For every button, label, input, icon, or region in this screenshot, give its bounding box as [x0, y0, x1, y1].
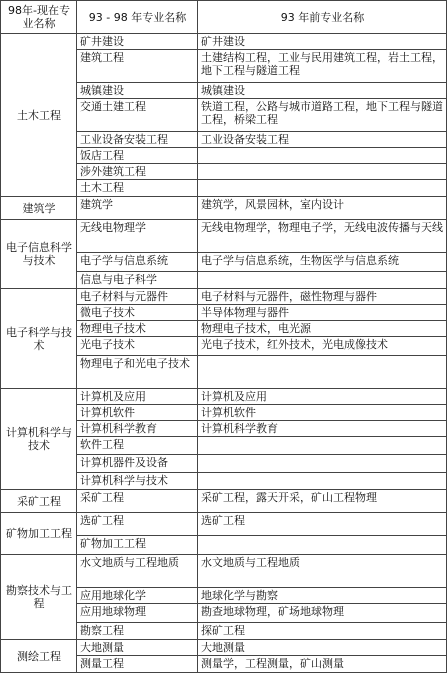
table-row	[1, 197, 447, 220]
major-93-98-cell: 工业设备安装工程	[77, 132, 198, 148]
table-body	[1, 34, 447, 673]
major-93-98-cell: 大地测量	[77, 640, 198, 656]
table-row	[1, 389, 447, 405]
major-pre-93-cell	[198, 473, 447, 490]
major-pre-93-cell	[198, 148, 447, 164]
major-93-98-cell: 建筑工程	[77, 50, 198, 83]
major-93-98-cell: 应用地球化学	[77, 588, 198, 604]
major-pre-93-cell: 探矿工程	[198, 623, 447, 640]
major-pre-93-cell: 电子材料与元器件，磁性物理与器件	[198, 289, 447, 305]
major-93-98-cell: 应用地球物理	[77, 604, 198, 623]
major-93-98-cell: 电子学与信息系统	[77, 253, 198, 272]
table-row	[1, 640, 447, 656]
current-major-cell: 矿物加工工程	[1, 513, 77, 555]
major-pre-93-cell: 半导体物理与器件	[198, 305, 447, 321]
major-93-98-cell: 信息与电子科学	[77, 272, 198, 289]
major-pre-93-cell: 电子学与信息系统，生物医学与信息系统	[198, 253, 447, 272]
current-major-cell: 测绘工程	[1, 640, 77, 673]
major-pre-93-cell: 无线电物理学，物理电子学，无线电波传播与天线	[198, 220, 447, 253]
table-row	[1, 220, 447, 253]
major-pre-93-cell: 物理电子技术，电光源	[198, 321, 447, 337]
major-93-98-cell: 光电子技术	[77, 337, 198, 356]
major-93-98-cell: 测量工程	[77, 656, 198, 673]
major-pre-93-cell: 勘查地球物理，矿场地球物理	[198, 604, 447, 623]
major-93-98-cell: 软件工程	[77, 437, 198, 455]
current-major-cell: 勘察技术与工程	[1, 555, 77, 640]
major-pre-93-cell	[198, 356, 447, 389]
major-93-98-cell: 建筑学	[77, 197, 198, 220]
major-pre-93-cell: 建筑学，风景园林，室内设计	[198, 197, 447, 220]
table-row	[1, 555, 447, 588]
major-pre-93-cell	[198, 164, 447, 180]
current-major-cell: 计算机科学与技术	[1, 389, 77, 490]
major-pre-93-cell: 水文地质与工程地质	[198, 555, 447, 588]
major-93-98-cell: 城镇建设	[77, 83, 198, 99]
major-pre-93-cell	[198, 455, 447, 473]
major-93-98-cell: 计算机及应用	[77, 389, 198, 405]
major-93-98-cell: 计算机科学与技术	[77, 473, 198, 490]
major-93-98-cell: 无线电物理学	[77, 220, 198, 253]
header-row	[1, 1, 447, 34]
major-93-98-cell: 矿物加工工程	[77, 536, 198, 555]
current-major-cell: 土木工程	[1, 34, 77, 197]
major-pre-93-cell: 光电子技术，红外技术，光电成像技术	[198, 337, 447, 356]
major-pre-93-cell: 城镇建设	[198, 83, 447, 99]
major-93-98-cell: 涉外建筑工程	[77, 164, 198, 180]
table-row	[1, 513, 447, 536]
major-pre-93-cell	[198, 437, 447, 455]
major-pre-93-cell: 矿井建设	[198, 34, 447, 50]
major-93-98-cell: 计算机软件	[77, 405, 198, 421]
major-pre-93-cell: 采矿工程，露天开采，矿山工程物理	[198, 490, 447, 513]
current-major-cell: 建筑学	[1, 197, 77, 220]
major-pre-93-cell: 计算机软件	[198, 405, 447, 421]
major-pre-93-cell: 工业设备安装工程	[198, 132, 447, 148]
major-pre-93-cell	[198, 180, 447, 197]
current-major-cell: 电子信息科学与技术	[1, 220, 77, 289]
table-row	[1, 34, 447, 50]
major-93-98-cell: 勘察工程	[77, 623, 198, 640]
major-93-98-cell: 土木工程	[77, 180, 198, 197]
major-93-98-cell: 选矿工程	[77, 513, 198, 536]
major-93-98-cell: 矿井建设	[77, 34, 198, 50]
major-pre-93-cell: 计算机及应用	[198, 389, 447, 405]
major-93-98-cell: 计算机器件及设备	[77, 455, 198, 473]
major-pre-93-cell: 测量学，工程测量，矿山测量	[198, 656, 447, 673]
major-93-98-cell: 计算机科学教育	[77, 421, 198, 437]
major-93-98-cell: 交通土建工程	[77, 99, 198, 132]
major-pre-93-cell: 选矿工程	[198, 513, 447, 536]
header-pre-93-name: 93 年前专业名称	[198, 1, 447, 34]
major-pre-93-cell	[198, 272, 447, 289]
major-pre-93-cell: 计算机科学教育	[198, 421, 447, 437]
major-pre-93-cell: 土建结构工程，工业与民用建筑工程，岩土工程，地下工程与隧道工程	[198, 50, 447, 83]
major-93-98-cell: 物理电子技术	[77, 321, 198, 337]
table-row	[1, 289, 447, 305]
major-pre-93-cell	[198, 536, 447, 555]
major-93-98-cell: 采矿工程	[77, 490, 198, 513]
major-pre-93-cell: 大地测量	[198, 640, 447, 656]
header-current-name: 98年-现在专业名称	[1, 1, 77, 34]
current-major-cell: 采矿工程	[1, 490, 77, 513]
table-row	[1, 490, 447, 513]
major-93-98-cell: 微电子技术	[77, 305, 198, 321]
current-major-cell: 电子科学与技术	[1, 289, 77, 389]
major-93-98-cell: 电子材料与元器件	[77, 289, 198, 305]
major-pre-93-cell: 地球化学与勘察	[198, 588, 447, 604]
major-93-98-cell: 水文地质与工程地质	[77, 555, 198, 588]
header-93-98-name: 93 - 98 年专业名称	[77, 1, 198, 34]
major-93-98-cell: 物理电子和光电子技术	[77, 356, 198, 389]
major-pre-93-cell: 铁道工程，公路与城市道路工程，地下工程与隧道工程，桥梁工程	[198, 99, 447, 132]
major-93-98-cell: 饭店工程	[77, 148, 198, 164]
